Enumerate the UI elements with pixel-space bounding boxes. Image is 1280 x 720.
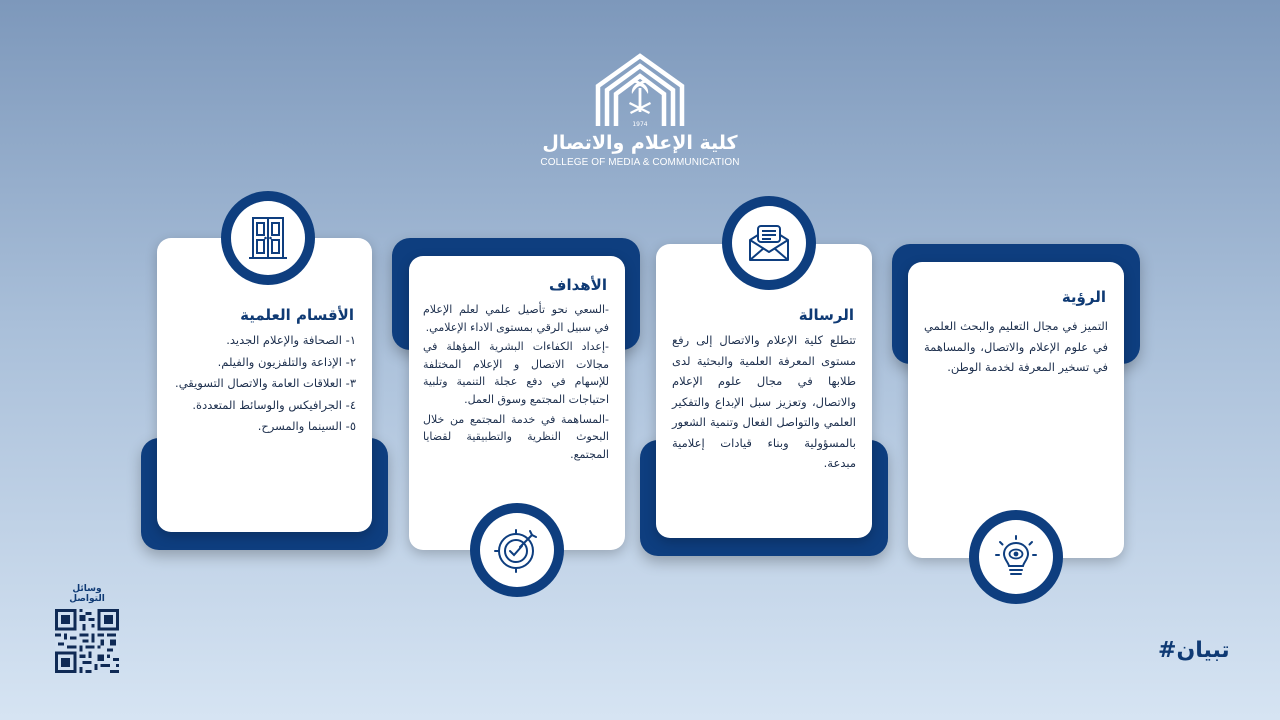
goals-item: -المساهمة في خدمة المجتمع من خلال البحوث النظرية والتطبيقية لقضايا المجتمع. — [423, 412, 609, 461]
departments-badge — [221, 191, 315, 285]
vision-badge — [969, 510, 1063, 604]
college-emblem-icon — [590, 52, 690, 130]
goals-title: الأهداف — [549, 276, 607, 294]
svg-text:1974: 1974 — [632, 121, 648, 128]
departments-title: الأقسام العلمية — [240, 306, 354, 324]
goals-item: -السعي نحو تأصيل علمي لعلم الإعلام في سبيل الرقي بمستوى الاداء الإعلامي. — [423, 303, 609, 334]
department-item: ١- الصحافة والإعلام الجديد. — [226, 333, 356, 347]
mission-badge — [722, 196, 816, 290]
message-envelope-icon — [746, 220, 792, 266]
departments-list — [172, 330, 356, 438]
college-name-arabic: كلية الإعلام والاتصال — [542, 132, 738, 154]
contact-section — [54, 584, 120, 677]
department-item: ٢- الإذاعة والتلفزيون والفيلم. — [217, 354, 356, 369]
goals-list — [423, 301, 609, 463]
hashtag-text: #تبيان — [1158, 638, 1230, 663]
target-icon — [494, 527, 540, 573]
vision-text: التميز في مجال التعليم والبحث العلمي في علوم الإعلام والاتصال، والمساهمة في تسخير المعرفة لخدمة الوطن. — [924, 319, 1108, 374]
vision-title: الرؤية — [1061, 288, 1106, 306]
college-logo — [540, 52, 740, 168]
goals-badge — [470, 503, 564, 597]
mission-title: الرسالة — [798, 306, 854, 324]
contact-label: وسائل التواصل — [69, 584, 105, 604]
lightbulb-icon — [993, 534, 1039, 580]
college-name-english: COLLEGE OF MEDIA & COMMUNICATION — [540, 157, 740, 168]
goals-item: -إعداد الكفاءات البشرية المؤهلة في مجالات الاتصال و الإعلام المختلفة للإسهام في دفع عجلة التنمية وتلبية احتياجات المجتمع وسوق العمل. — [423, 340, 609, 406]
department-item: ٤- الجرافيكس والوسائط المتعددة. — [192, 397, 356, 412]
department-item: ٥- السينما والمسرح. — [257, 419, 356, 433]
qr-code[interactable] — [55, 609, 119, 673]
door-icon — [245, 215, 291, 261]
mission-text: تتطلع كلية الإعلام والاتصال إلى رفع مستوى المعرفة العلمية والبحثية لدى طلابها في مجال علوم الإعلام والاتصال، وتعزيز سبل الإبداع والتفكير العلمي والتواصل الفعال وتنمية الشعور بالمسؤولية وبناء قيادات إعلامية مبدعة. — [672, 333, 856, 470]
department-item: ٣- العلاقات العامة والاتصال التسويقي. — [175, 376, 356, 390]
